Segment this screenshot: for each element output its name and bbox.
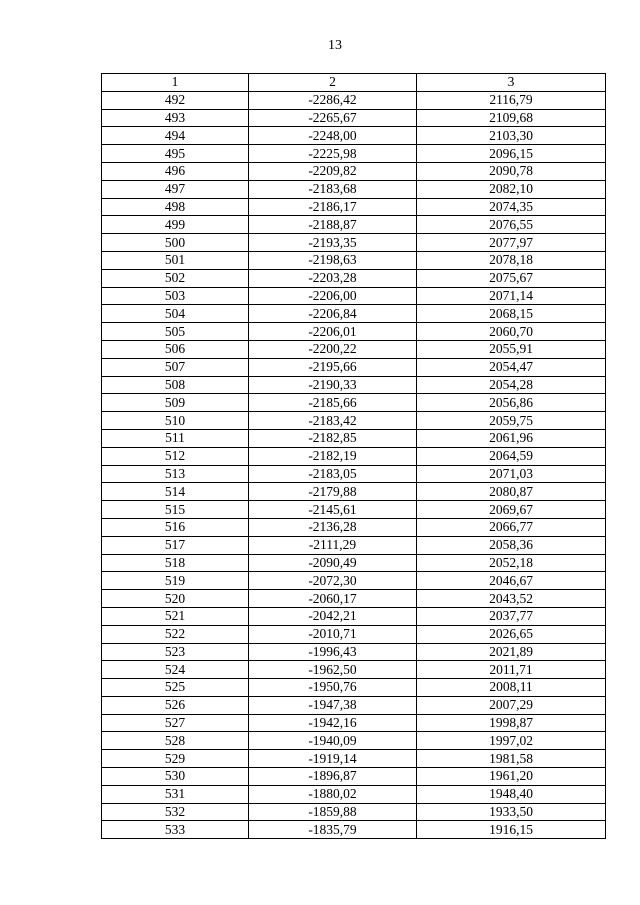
table-cell-col-2: -2286,42 (249, 91, 417, 109)
table-cell-col-2: -2206,00 (249, 287, 417, 305)
table-cell-col-3: 1981,58 (417, 750, 606, 768)
table-row (102, 661, 606, 679)
table-cell-col-1: 509 (102, 394, 249, 412)
table-cell-col-1: 525 (102, 679, 249, 697)
table-cell-col-1: 530 (102, 768, 249, 786)
table-cell-col-3: 1998,87 (417, 714, 606, 732)
table-cell-col-3: 2043,52 (417, 590, 606, 608)
table-cell-col-1: 526 (102, 696, 249, 714)
table-row (102, 145, 606, 163)
table-cell-col-2: -2182,19 (249, 447, 417, 465)
table-cell-col-2: -2010,71 (249, 625, 417, 643)
table-cell-col-1: 502 (102, 269, 249, 287)
table-row (102, 429, 606, 447)
table-cell-col-2: -1896,87 (249, 768, 417, 786)
table-cell-col-3: 2074,35 (417, 198, 606, 216)
table-cell-col-2: -2183,68 (249, 180, 417, 198)
table-cell-col-3: 2078,18 (417, 251, 606, 269)
table-cell-col-3: 2054,28 (417, 376, 606, 394)
table-row (102, 732, 606, 750)
table-cell-col-3: 2056,86 (417, 394, 606, 412)
table-cell-col-2: -2203,28 (249, 269, 417, 287)
table-cell-col-3: 2054,47 (417, 358, 606, 376)
table-cell-col-3: 1961,20 (417, 768, 606, 786)
table-cell-col-1: 533 (102, 821, 249, 839)
table-cell-col-2: -1835,79 (249, 821, 417, 839)
table-cell-col-1: 498 (102, 198, 249, 216)
table-cell-col-1: 512 (102, 447, 249, 465)
table-row (102, 536, 606, 554)
table-cell-col-1: 523 (102, 643, 249, 661)
table-cell-col-1: 522 (102, 625, 249, 643)
table-cell-col-3: 1933,50 (417, 803, 606, 821)
table-cell-col-3: 2096,15 (417, 145, 606, 163)
table-row (102, 376, 606, 394)
table-cell-col-1: 529 (102, 750, 249, 768)
table-row (102, 412, 606, 430)
table-cell-col-1: 527 (102, 714, 249, 732)
table-cell-col-3: 2077,97 (417, 234, 606, 252)
table-row (102, 394, 606, 412)
table-row (102, 518, 606, 536)
table-cell-col-2: -2195,66 (249, 358, 417, 376)
table-cell-col-2: -2182,85 (249, 429, 417, 447)
table-row (102, 501, 606, 519)
table-cell-col-2: -2072,30 (249, 572, 417, 590)
table-cell-col-3: 2059,75 (417, 412, 606, 430)
table-cell-col-2: -1919,14 (249, 750, 417, 768)
table-cell-col-2: -1880,02 (249, 785, 417, 803)
table-cell-col-2: -1950,76 (249, 679, 417, 697)
table-cell-col-2: -1942,16 (249, 714, 417, 732)
table-cell-col-1: 521 (102, 607, 249, 625)
table-row (102, 785, 606, 803)
table-cell-col-3: 2090,78 (417, 162, 606, 180)
table-cell-col-1: 531 (102, 785, 249, 803)
table-cell-col-1: 503 (102, 287, 249, 305)
table-cell-col-3: 2109,68 (417, 109, 606, 127)
table-cell-col-3: 2064,59 (417, 447, 606, 465)
table-cell-col-1: 518 (102, 554, 249, 572)
table-row (102, 483, 606, 501)
table-row (102, 234, 606, 252)
table-row (102, 180, 606, 198)
table-cell-col-1: 528 (102, 732, 249, 750)
table-header (102, 74, 606, 92)
header-row (102, 74, 606, 92)
table-row (102, 750, 606, 768)
table-cell-col-3: 2116,79 (417, 91, 606, 109)
table-cell-col-1: 506 (102, 340, 249, 358)
table-cell-col-3: 2076,55 (417, 216, 606, 234)
table-row (102, 216, 606, 234)
table-cell-col-1: 504 (102, 305, 249, 323)
table-cell-col-1: 494 (102, 127, 249, 145)
table-cell-col-3: 2071,14 (417, 287, 606, 305)
table-row (102, 590, 606, 608)
table-cell-col-3: 2069,67 (417, 501, 606, 519)
table-row (102, 768, 606, 786)
table-cell-col-3: 2080,87 (417, 483, 606, 501)
table-cell-col-1: 510 (102, 412, 249, 430)
table-cell-col-2: -2183,05 (249, 465, 417, 483)
table-body (102, 91, 606, 838)
table-cell-col-1: 501 (102, 251, 249, 269)
table-cell-col-2: -2179,88 (249, 483, 417, 501)
table-cell-col-3: 2011,71 (417, 661, 606, 679)
table-cell-col-2: -2206,01 (249, 323, 417, 341)
table-cell-col-3: 2103,30 (417, 127, 606, 145)
table-cell-col-3: 2075,67 (417, 269, 606, 287)
table-cell-col-2: -2136,28 (249, 518, 417, 536)
table-cell-col-3: 2052,18 (417, 554, 606, 572)
table-cell-col-2: -2248,00 (249, 127, 417, 145)
table-cell-col-1: 513 (102, 465, 249, 483)
table-cell-col-3: 1997,02 (417, 732, 606, 750)
table-row (102, 572, 606, 590)
table-cell-col-3: 2037,77 (417, 607, 606, 625)
table-row (102, 340, 606, 358)
table-cell-col-3: 2061,96 (417, 429, 606, 447)
table-cell-col-3: 2082,10 (417, 180, 606, 198)
table-cell-col-2: -2042,21 (249, 607, 417, 625)
table-row (102, 821, 606, 839)
table-cell-col-3: 2007,29 (417, 696, 606, 714)
table-cell-col-2: -2209,82 (249, 162, 417, 180)
table-row (102, 625, 606, 643)
table-row (102, 803, 606, 821)
table-cell-col-1: 508 (102, 376, 249, 394)
table-cell-col-3: 2058,36 (417, 536, 606, 554)
table-row (102, 607, 606, 625)
table-cell-col-1: 505 (102, 323, 249, 341)
table-cell-col-3: 2068,15 (417, 305, 606, 323)
table-cell-col-3: 2055,91 (417, 340, 606, 358)
table-row (102, 287, 606, 305)
table-row (102, 251, 606, 269)
table-cell-col-1: 507 (102, 358, 249, 376)
table-row (102, 679, 606, 697)
table-cell-col-2: -2225,98 (249, 145, 417, 163)
table-row (102, 714, 606, 732)
table-cell-col-1: 500 (102, 234, 249, 252)
table-cell-col-1: 496 (102, 162, 249, 180)
table-cell-col-2: -2265,67 (249, 109, 417, 127)
table-cell-col-1: 524 (102, 661, 249, 679)
table-cell-col-2: -2188,87 (249, 216, 417, 234)
table-row (102, 127, 606, 145)
table-cell-col-1: 515 (102, 501, 249, 519)
table-cell-col-2: -2186,17 (249, 198, 417, 216)
table-cell-col-3: 2046,67 (417, 572, 606, 590)
table-row (102, 554, 606, 572)
table-cell-col-2: -2200,22 (249, 340, 417, 358)
table-cell-col-2: -2190,33 (249, 376, 417, 394)
table-row (102, 643, 606, 661)
table-cell-col-2: -2185,66 (249, 394, 417, 412)
table-cell-col-2: -2111,29 (249, 536, 417, 554)
table-cell-col-1: 532 (102, 803, 249, 821)
table-cell-col-2: -2206,84 (249, 305, 417, 323)
table-cell-col-3: 1948,40 (417, 785, 606, 803)
table-row (102, 323, 606, 341)
table-row (102, 109, 606, 127)
coordinates-table (101, 73, 606, 839)
table-cell-col-3: 2071,03 (417, 465, 606, 483)
table-row (102, 358, 606, 376)
table-row (102, 447, 606, 465)
table-row (102, 162, 606, 180)
table-cell-col-2: -1962,50 (249, 661, 417, 679)
table-row (102, 198, 606, 216)
table-cell-col-2: -1947,38 (249, 696, 417, 714)
table-cell-col-1: 516 (102, 518, 249, 536)
column-header-3: 3 (417, 74, 606, 92)
table-cell-col-3: 2008,11 (417, 679, 606, 697)
table-cell-col-1: 519 (102, 572, 249, 590)
table-row (102, 269, 606, 287)
column-header-2: 2 (249, 74, 417, 92)
table-cell-col-3: 2026,65 (417, 625, 606, 643)
table-cell-col-2: -2198,63 (249, 251, 417, 269)
table-cell-col-2: -2145,61 (249, 501, 417, 519)
table-row (102, 696, 606, 714)
table-cell-col-2: -1859,88 (249, 803, 417, 821)
table-cell-col-1: 495 (102, 145, 249, 163)
table-cell-col-1: 520 (102, 590, 249, 608)
table-cell-col-2: -1996,43 (249, 643, 417, 661)
table-cell-col-1: 492 (102, 91, 249, 109)
page-number: 13 (328, 38, 342, 53)
table-cell-col-2: -2183,42 (249, 412, 417, 430)
table-cell-col-1: 499 (102, 216, 249, 234)
table-cell-col-1: 493 (102, 109, 249, 127)
table-row (102, 91, 606, 109)
table-cell-col-3: 2021,89 (417, 643, 606, 661)
column-header-1: 1 (102, 74, 249, 92)
table-cell-col-3: 2066,77 (417, 518, 606, 536)
table-cell-col-2: -2060,17 (249, 590, 417, 608)
table-row (102, 305, 606, 323)
table-cell-col-3: 2060,70 (417, 323, 606, 341)
table-row (102, 465, 606, 483)
table-cell-col-1: 511 (102, 429, 249, 447)
table-cell-col-2: -2090,49 (249, 554, 417, 572)
table-cell-col-1: 517 (102, 536, 249, 554)
table-cell-col-3: 1916,15 (417, 821, 606, 839)
table-cell-col-1: 497 (102, 180, 249, 198)
table-cell-col-2: -1940,09 (249, 732, 417, 750)
table-cell-col-2: -2193,35 (249, 234, 417, 252)
table-cell-col-1: 514 (102, 483, 249, 501)
